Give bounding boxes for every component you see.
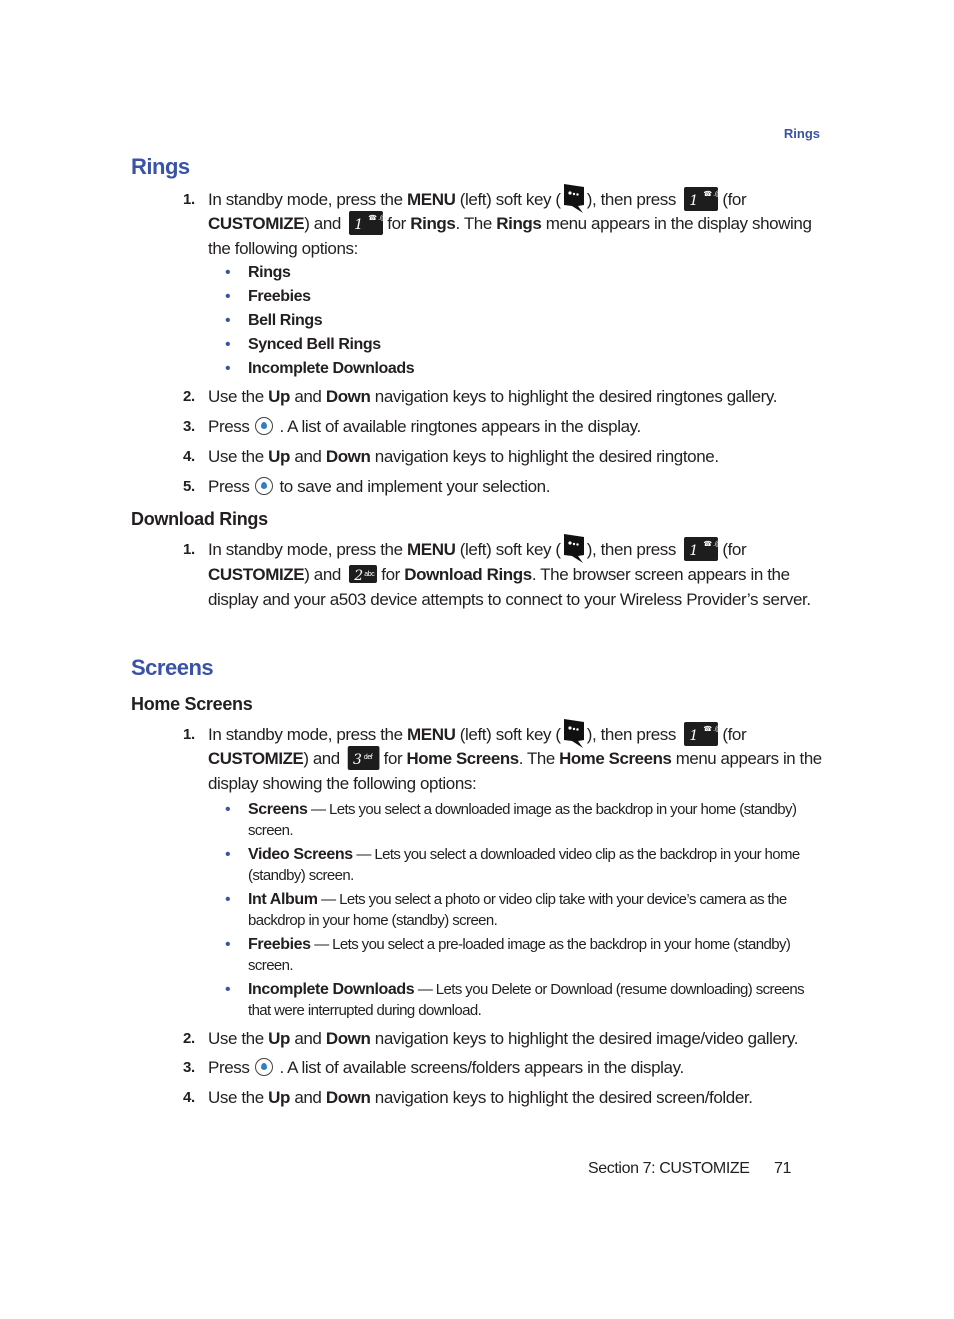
ok-key-icon	[255, 1058, 273, 1076]
ok-key-icon	[255, 477, 273, 495]
section-title-screens: Screens	[131, 655, 214, 680]
step-number: 1.	[183, 191, 195, 208]
list-item: Synced Bell Rings	[248, 336, 381, 353]
footer-section-label: Section 7: CUSTOMIZE	[588, 1160, 750, 1177]
subsection-title-home-screens: Home Screens	[131, 694, 253, 714]
ok-key-icon	[255, 417, 273, 435]
running-header: Rings	[783, 126, 820, 141]
list-item: Bell Rings	[248, 312, 323, 329]
key-1-icon: 1 ☎ .@	[684, 187, 718, 211]
list-item: Rings	[248, 264, 291, 281]
key-1-icon: 1 ☎ .@	[684, 537, 718, 561]
list-item: Freebies	[248, 288, 311, 305]
left-soft-key-icon	[563, 183, 585, 213]
subsection-title-download-rings: Download Rings	[131, 509, 268, 529]
key-1-icon: 1 ☎ .@	[349, 211, 383, 235]
key-1-icon: 1 ☎ .@	[684, 722, 718, 746]
list-item: Incomplete Downloads	[248, 360, 415, 377]
page-number: 71	[774, 1160, 791, 1177]
key-2-icon: 2 abc	[349, 565, 377, 583]
section-title-rings: Rings	[131, 154, 190, 179]
key-3-icon: 3 def	[348, 746, 380, 770]
left-soft-key-icon	[563, 533, 585, 563]
left-soft-key-icon	[563, 718, 585, 748]
